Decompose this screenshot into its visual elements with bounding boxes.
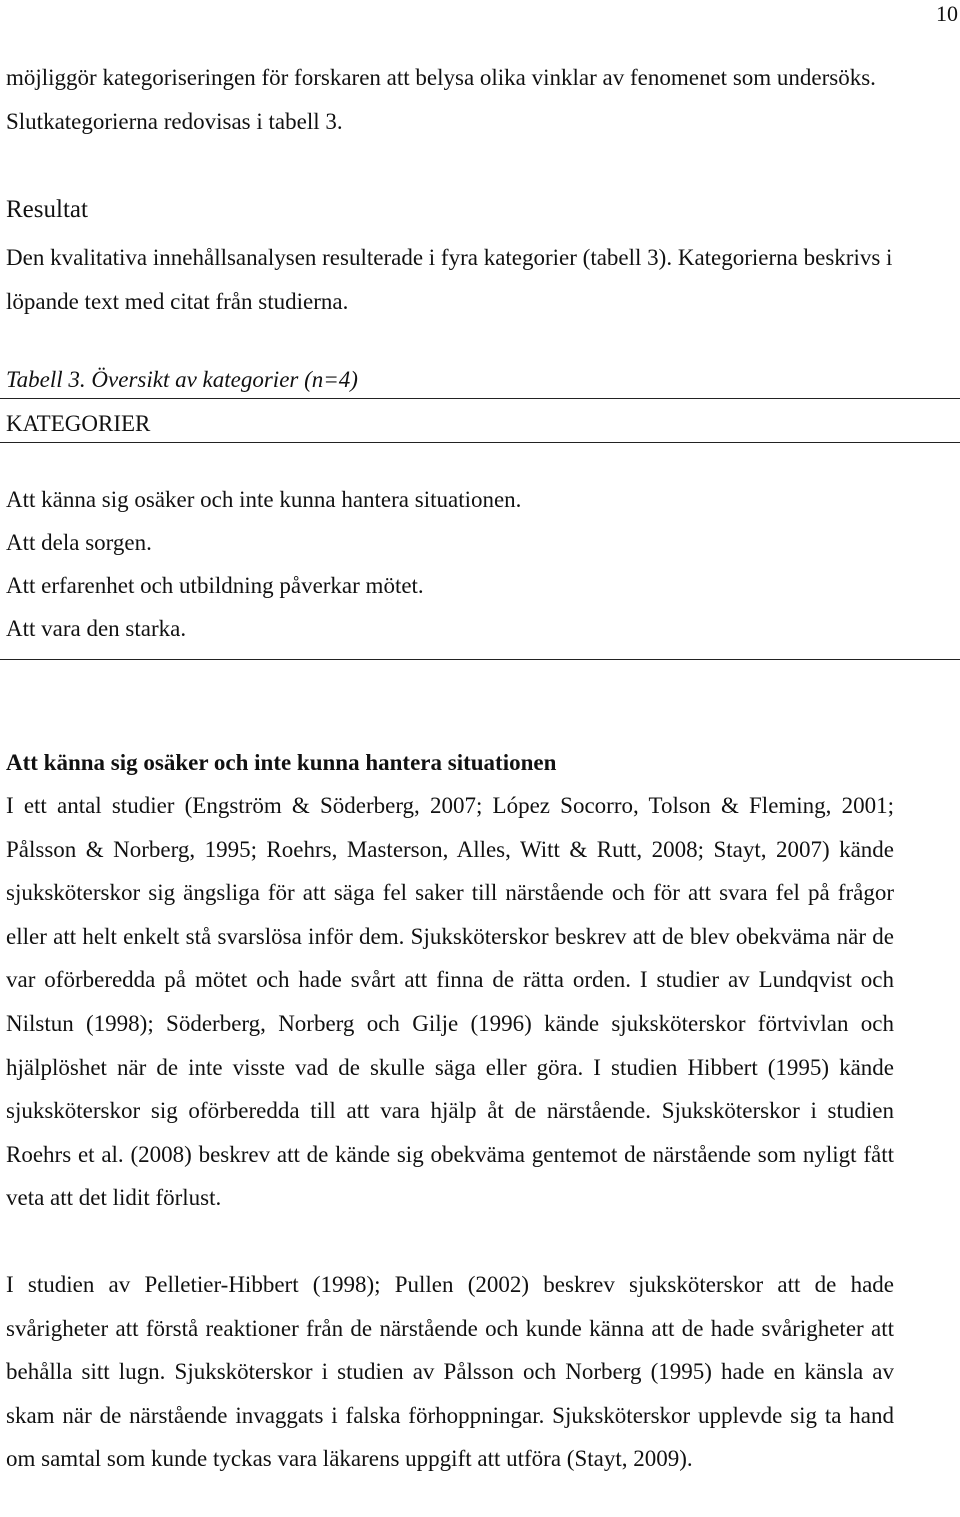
table-bottom-rule xyxy=(0,659,960,660)
page-number: 10 xyxy=(936,1,958,26)
category-item: Att vara den starka. xyxy=(6,616,187,641)
category-item: Att erfarenhet och utbildning påverkar mötet. xyxy=(6,573,424,598)
table-caption: Tabell 3. Översikt av kategorier (n=4) xyxy=(6,367,358,392)
category-item: Att känna sig osäker och inte kunna hantera situationen. xyxy=(6,487,522,512)
results-paragraph: Den kvalitativa innehållsanalysen resulterade i fyra kategorier (tabell 3). Kategorierna beskrivs i löpande text med citat från studierna. xyxy=(6,245,893,314)
intro-paragraph: möjliggör kategoriseringen för forskaren att belysa olika vinklar av fenomenet som undersöks. Slutkategorierna redovisas i tabell 3. xyxy=(6,65,876,134)
table-header: KATEGORIER xyxy=(6,411,151,436)
category-list xyxy=(6,478,521,650)
results-heading: Resultat xyxy=(6,196,88,223)
table-header-rule xyxy=(0,442,960,443)
body-paragraph-1: I ett antal studier (Engström & Söderberg, 2007; López Socorro, Tolson & Fleming, 2001; Pålsson & Norberg, 1995; Roehrs, Masterson, Alles, Witt & Rutt, 2008; Stayt, 2007) kände sjuksköterskor sig ängsliga för att säga fel saker till närstående och för att svara fel på frågor eller att helt enkelt stå svarslösa inför dem. Sjuksköterskor beskrev att de blev obekväma när de var oförberedda på mötet och hade svårt att finna de rätta orden. I studier av Lundqvist och Nilstun (1998); Söderberg, Norberg och Gilje (1996) kände sjuksköterskor förtvivlan och hjälplöshet när de inte visste vad de skulle säga eller göra. I studien Hibbert (1995) kände sjuksköterskor sig oförberedda till att vara hjälp åt de närstående. Sjuksköterskor i studien Roehrs et al. (2008) beskrev att de kände sig obekväma gentemot de närstående som nyligt fått veta att det lidit förlust. xyxy=(6,793,894,1211)
category-section-heading: Att känna sig osäker och inte kunna hantera situationen xyxy=(6,750,557,775)
body-paragraph-2: I studien av Pelletier-Hibbert (1998); Pullen (2002) beskrev sjuksköterskor att de hade svårigheter att förstå reaktioner från de närstående och kunde känna att de hade svårigheter att behålla sitt lugn. Sjuksköterskor i studien av Pålsson och Norberg (1995) hade en känsla av skam när de närstående invaggats i falska förhoppningar. Sjuksköterskor upplevde sig ta hand om samtal som kunde tyckas vara läkarens uppgift att utföra (Stayt, 2009). xyxy=(6,1272,894,1472)
category-item: Att dela sorgen. xyxy=(6,530,152,555)
table-top-rule xyxy=(0,398,960,399)
